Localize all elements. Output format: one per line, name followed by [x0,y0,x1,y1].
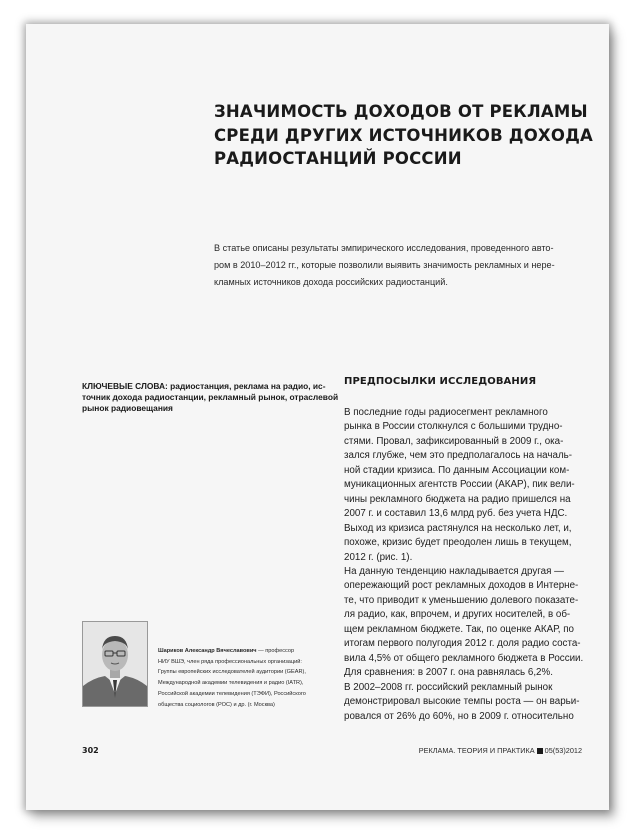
author-role: — профессор [256,648,295,654]
body-line: демонстрировал высокие темпы роста — он варьи- [344,696,580,708]
journal-name: РЕКЛАМА. ТЕОРИЯ И ПРАКТИКА [418,746,535,755]
keywords-line: КЛЮЧЕВЫЕ СЛОВА: радиостанция, реклама на радио, ис- [82,381,326,391]
keywords-line: точник дохода радиостанции, рекламный рынок, отраслевой [82,392,339,403]
body-line: стями. Провал, зафиксированный в 2009 г., ока- [344,435,564,447]
body-line: ровался от 26% до 60%, но в 2009 г. относительно [344,710,574,722]
body-line: В 2002–2008 гг. российский рекламный рынок [344,681,553,693]
author-bio-line: общества социологов (РОС) и др. (г. Москва) [158,701,275,708]
running-footer [419,746,582,755]
body-line: чины рекламного бюджета на радио пришелся на [344,493,571,505]
article-title [214,100,593,171]
body-line: итогам первого полугодия 2012 г. доля радио соста- [344,638,581,650]
body-line: рынка в России столкнулся с большими трудно- [344,421,563,433]
keywords [82,381,339,415]
author-portrait-icon [83,622,147,706]
abstract-line: В статье описаны результаты эмпирического исследования, проведенного авто- [214,243,554,253]
body-line: 2007 г. и составил 13,6 млрд руб. без учета НДС. [344,508,568,520]
journal-page [26,24,609,810]
title-line: СРЕДИ ДРУГИХ ИСТОЧНИКОВ ДОХОДА [214,125,593,145]
body-line: муникационных агентств России (АКАР), пик вели- [344,479,575,491]
body-line: ной стадии кризиса. По данным Ассоциации ком- [344,464,570,476]
body-line: На данную тенденцию накладывается другая — [344,565,564,577]
author-bio [158,646,338,710]
author-bio-line: Группы европейских исследователей аудитории (GEAR), [158,669,306,676]
body-line: ля радио, как, впрочем, и других носителей, в об- [344,609,571,621]
abstract-line: ром в 2010–2012 гг., которые позволили выявить значимость рекламных и нере- [214,260,555,270]
page-number: 302 [82,746,99,755]
body-line: зался глубже, чем это предполагалось на началь- [344,450,573,462]
body-line: похоже, кризис будет преодолен лишь в текущем, [344,537,572,549]
body-line: щем рекламном бюджете. Так, по оценке АКАР, по [344,623,575,635]
issue-number: 05(53)2012 [544,746,582,755]
author-first-line [158,646,338,657]
body-line: вила 4,5% от общего рекламного бюджета в России. [344,652,584,664]
section-heading: ПРЕДПОСЫЛКИ ИССЛЕДОВАНИЯ [344,376,537,387]
abstract-line: кламных источников дохода российских радиостанций. [214,277,448,287]
title-line: ЗНАЧИМОСТЬ ДОХОДОВ ОТ РЕКЛАМЫ [214,102,588,121]
body-line: В последние годы радиосегмент рекламного [344,407,548,418]
author-bio-line: Международной академии телевидения и радио (IATR), [158,680,304,687]
author-bio-line: НИУ ВШЭ, член ряда профессиональных организаций: [158,658,302,665]
body-line: опережающий рост рекламных доходов в Интерне- [344,580,579,592]
keywords-line: рынок радиовещания [82,403,173,414]
article-abstract [214,240,584,291]
body-line: Выход из кризиса растянулся на несколько лет, и, [344,522,572,534]
body-text [344,406,606,724]
title-line: РАДИОСТАНЦИЙ РОССИИ [214,149,462,168]
author-photo [82,621,148,707]
body-line: 2012 г. (рис. 1). [344,551,413,563]
author-bio-line: Российской академии телевидения (ТЭФИ), Российского [158,690,306,697]
body-line: те, что приводит к уменьшению долевого показате- [344,594,579,606]
author-name: Шариков Александр Вячеславович [158,648,257,654]
body-line: Для сравнения: в 2007 г. она равнялась 6,2%. [344,667,553,679]
square-separator-icon [537,748,543,754]
